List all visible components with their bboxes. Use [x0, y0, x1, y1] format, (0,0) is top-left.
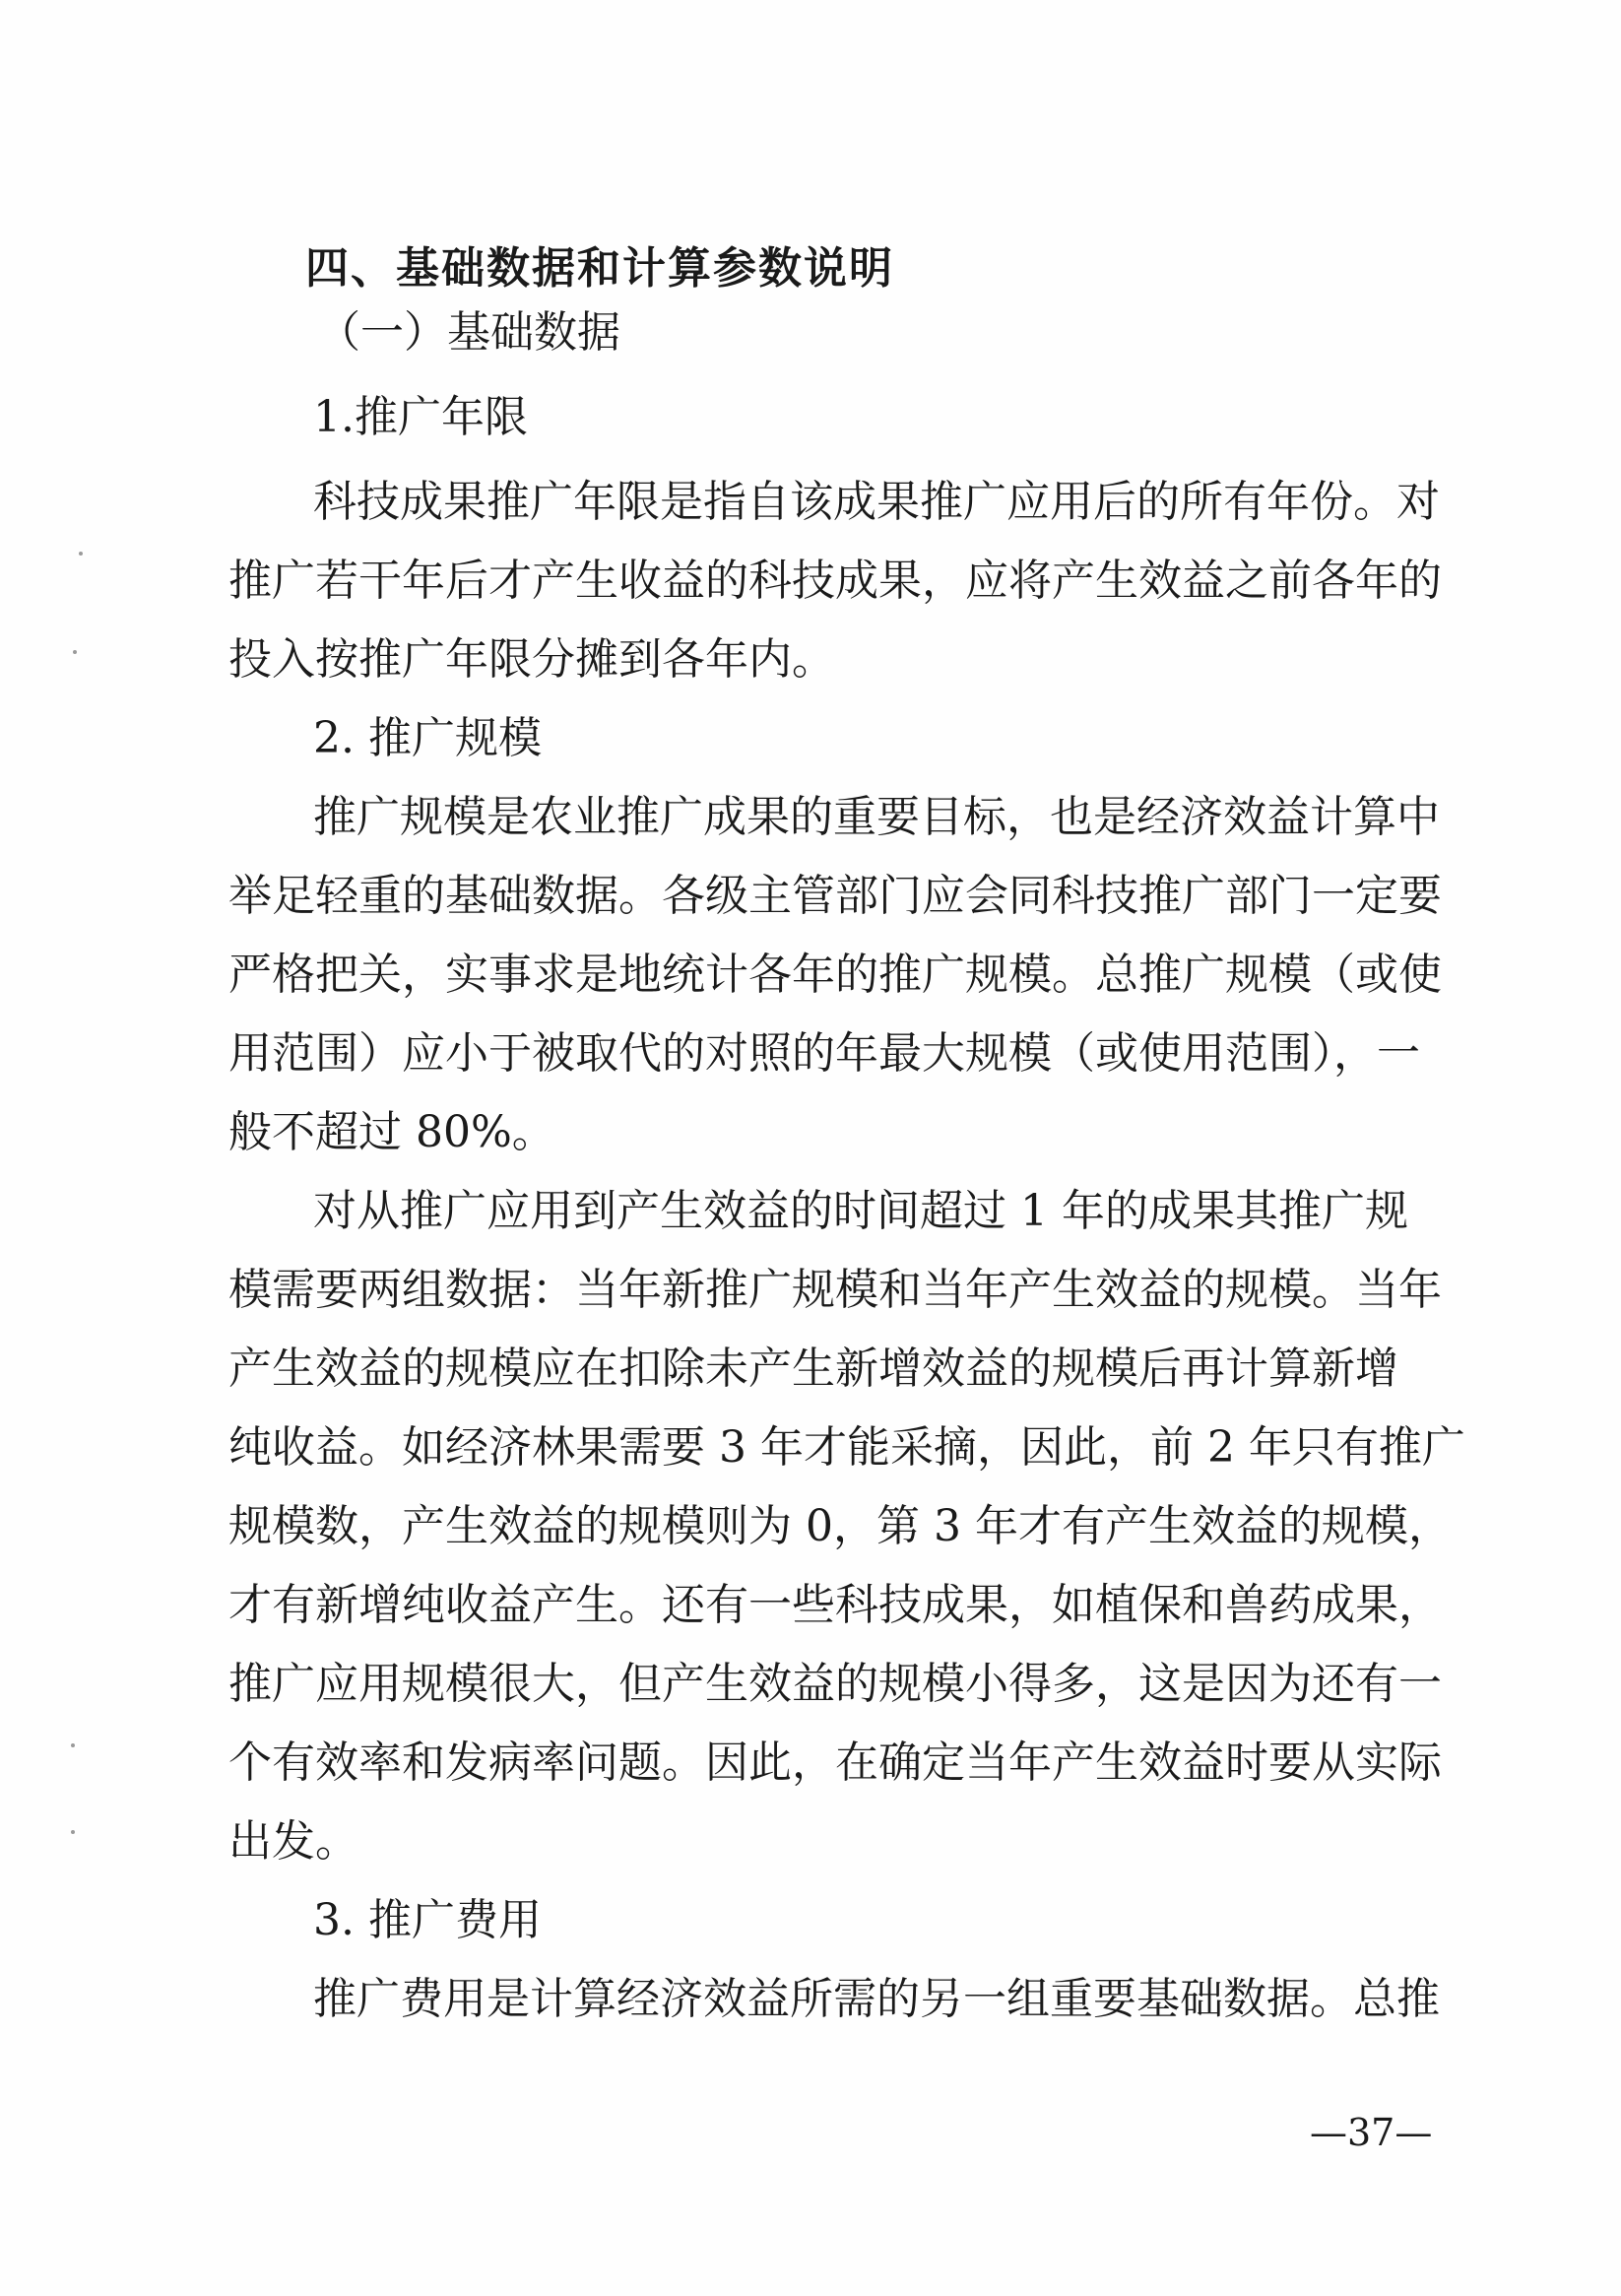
paragraph-line: 举足轻重的基础数据。各级主管部门应会同科技推广部门一定要: [228, 871, 1442, 921]
paragraph-line: 规模数，产生效益的规模则为 0，第 3 年才有产生效益的规模，: [228, 1501, 1452, 1551]
paragraph-line: 推广应用规模很大，但产生效益的规模小得多，这是因为还有一: [228, 1659, 1442, 1709]
paragraph-line: 推广规模是农业推广成果的重要目标，也是经济效益计算中: [313, 792, 1440, 842]
scan-speck: [71, 1830, 75, 1834]
paragraph-line: 出发。: [228, 1816, 358, 1867]
paragraph-line: 投入按推广年限分摊到各年内。: [228, 634, 835, 685]
subsection-title: （一）基础数据: [317, 307, 620, 358]
paragraph-line: 推广若干年后才产生收益的科技成果，应将产生效益之前各年的: [228, 556, 1442, 606]
paragraph-line: 科技成果推广年限是指自该成果推广应用后的所有年份。对: [313, 477, 1440, 527]
paragraph-line: 模需要两组数据：当年新推广规模和当年产生效益的规模。当年: [228, 1265, 1442, 1315]
paragraph-line: 推广费用是计算经济效益所需的另一组重要基础数据。总推: [313, 1974, 1440, 2024]
scan-speck: [71, 1743, 75, 1747]
paragraph-line: 用范围）应小于被取代的对照的年最大规模（或使用范围），一: [228, 1028, 1420, 1079]
paragraph-line: 才有新增纯收益产生。还有一些科技成果，如植保和兽药成果，: [228, 1580, 1442, 1630]
item-heading-1: 1.推广年限: [313, 392, 528, 442]
paragraph-line: 对从推广应用到产生效益的时间超过 1 年的成果其推广规: [313, 1186, 1408, 1236]
paragraph-line: 般不超过 80%。: [228, 1107, 555, 1157]
paragraph-line: 产生效益的规模应在扣除未产生新增效益的规模后再计算新增: [228, 1344, 1398, 1394]
scan-speck: [79, 552, 83, 556]
paragraph-line: 纯收益。如经济林果需要 3 年才能采摘，因此，前 2 年只有推广: [228, 1422, 1465, 1473]
page-number: —37—: [1310, 2111, 1433, 2154]
item-heading-3: 3. 推广费用: [313, 1895, 542, 1945]
paragraph-line: 严格把关，实事求是地统计各年的推广规模。总推广规模（或使: [228, 950, 1442, 1000]
paragraph-line: 个有效率和发病率问题。因此，在确定当年产生效益时要从实际: [228, 1738, 1442, 1788]
section-title: 四、基础数据和计算参数说明: [305, 243, 894, 294]
item-heading-2: 2. 推广规模: [313, 713, 542, 763]
scan-speck: [73, 650, 77, 654]
